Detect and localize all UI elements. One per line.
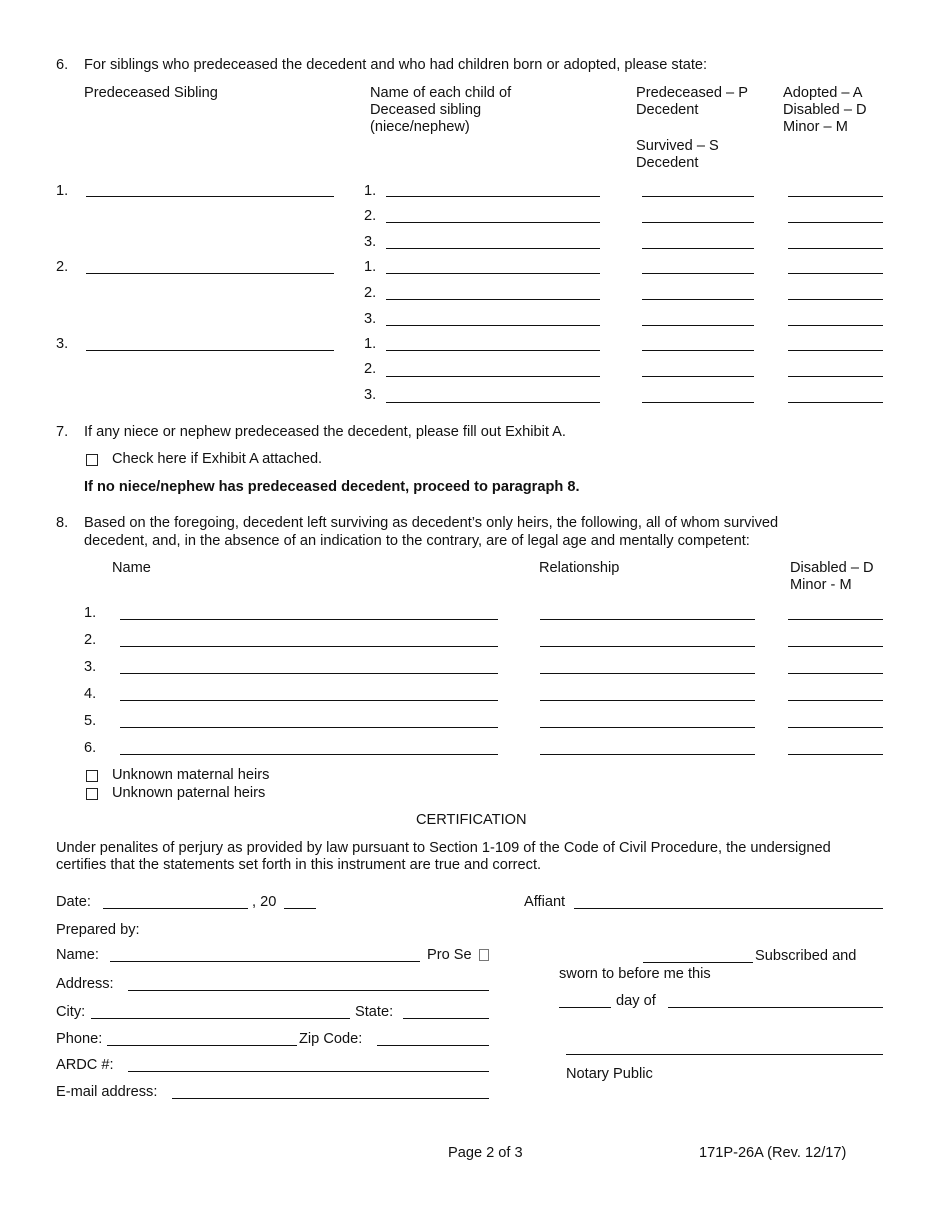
status-code-field[interactable] bbox=[788, 299, 883, 300]
certification-text-line1: Under penalites of perjury as provided by law pursuant to Section 1-109 of the Code of Civil Procedure, the undersigned bbox=[56, 840, 831, 856]
header-surv-line1: Survived – S bbox=[636, 138, 719, 154]
unknown-paternal-label: Unknown paternal heirs bbox=[112, 785, 266, 801]
heir-name-field[interactable] bbox=[120, 727, 498, 728]
status-code-field[interactable] bbox=[788, 273, 883, 274]
child-number: 2. bbox=[364, 285, 377, 301]
state-field[interactable] bbox=[403, 1018, 489, 1019]
section-7-text: If any niece or nephew predeceased the decedent, please fill out Exhibit A. bbox=[84, 424, 566, 440]
section-7-number: 7. bbox=[56, 424, 69, 440]
status-code-field[interactable] bbox=[788, 325, 883, 326]
heir-status-field[interactable] bbox=[788, 727, 883, 728]
sibling-number: 1. bbox=[56, 183, 69, 199]
header-pred-line1: Predeceased – P bbox=[636, 85, 748, 101]
heir-status-field[interactable] bbox=[788, 673, 883, 674]
address-label: Address: bbox=[56, 976, 114, 992]
heir-row-number: 2. bbox=[84, 632, 97, 648]
ardc-label: ARDC #: bbox=[56, 1057, 114, 1073]
heir-relationship-field[interactable] bbox=[540, 700, 755, 701]
subscribed-blank-field[interactable] bbox=[643, 962, 753, 963]
unknown-maternal-checkbox[interactable] bbox=[86, 770, 98, 782]
child-name-field[interactable] bbox=[386, 222, 600, 223]
status-code-field[interactable] bbox=[788, 222, 883, 223]
proceed-note: If no niece/nephew has predeceased decedent, proceed to paragraph 8. bbox=[84, 479, 580, 495]
child-number: 2. bbox=[364, 361, 377, 377]
day-field[interactable] bbox=[559, 1007, 611, 1008]
pro-se-checkbox[interactable] bbox=[479, 949, 489, 961]
header-relationship: Relationship bbox=[539, 560, 620, 576]
ardc-field[interactable] bbox=[128, 1071, 489, 1072]
child-name-field[interactable] bbox=[386, 325, 600, 326]
year-field[interactable] bbox=[284, 908, 316, 909]
preparer-name-field[interactable] bbox=[110, 961, 420, 962]
form-number: 171P-26A (Rev. 12/17) bbox=[699, 1145, 847, 1161]
child-name-field[interactable] bbox=[386, 402, 600, 403]
pred-surv-field[interactable] bbox=[642, 325, 754, 326]
header-heir-status-line2: Minor - M bbox=[790, 577, 852, 593]
notary-signature-field[interactable] bbox=[566, 1054, 883, 1055]
child-number: 1. bbox=[364, 259, 377, 275]
header-predeceased-sibling: Predeceased Sibling bbox=[84, 85, 218, 101]
pred-surv-field[interactable] bbox=[642, 402, 754, 403]
heir-name-field[interactable] bbox=[120, 673, 498, 674]
heir-status-field[interactable] bbox=[788, 700, 883, 701]
header-child-line2: Deceased sibling bbox=[370, 102, 482, 118]
section-6-text: For siblings who predeceased the decedent and who had children born or adopted, please state: bbox=[84, 57, 708, 73]
sibling-name-field[interactable] bbox=[86, 273, 334, 274]
heir-name-field[interactable] bbox=[120, 700, 498, 701]
certification-title: CERTIFICATION bbox=[416, 812, 527, 828]
sibling-name-field[interactable] bbox=[86, 196, 334, 197]
header-child-line1: Name of each child of bbox=[370, 85, 512, 101]
page-number: Page 2 of 3 bbox=[448, 1145, 523, 1161]
header-heir-name: Name bbox=[112, 560, 151, 576]
heir-row-number: 6. bbox=[84, 740, 97, 756]
name-label: Name: bbox=[56, 947, 99, 963]
heir-status-field[interactable] bbox=[788, 646, 883, 647]
child-number: 3. bbox=[364, 387, 377, 403]
heir-name-field[interactable] bbox=[120, 619, 498, 620]
header-status-line2: Disabled – D bbox=[783, 102, 867, 118]
heir-status-field[interactable] bbox=[788, 619, 883, 620]
child-name-field[interactable] bbox=[386, 273, 600, 274]
state-label: State: bbox=[355, 1004, 394, 1020]
status-code-field[interactable] bbox=[788, 376, 883, 377]
exhibit-a-checkbox-label: Check here if Exhibit A attached. bbox=[112, 451, 323, 467]
pred-surv-field[interactable] bbox=[642, 273, 754, 274]
heir-relationship-field[interactable] bbox=[540, 727, 755, 728]
child-number: 1. bbox=[364, 183, 377, 199]
header-status-line3: Minor – M bbox=[783, 119, 848, 135]
heir-row-number: 4. bbox=[84, 686, 97, 702]
prepared-by-label: Prepared by: bbox=[56, 922, 140, 938]
year-prefix: , 20 bbox=[252, 894, 277, 910]
child-name-field[interactable] bbox=[386, 376, 600, 377]
child-number: 1. bbox=[364, 336, 377, 352]
pred-surv-field[interactable] bbox=[642, 376, 754, 377]
heir-status-field[interactable] bbox=[788, 754, 883, 755]
date-field[interactable] bbox=[103, 908, 248, 909]
header-status-line1: Adopted – A bbox=[783, 85, 863, 101]
header-surv-line2: Decedent bbox=[636, 155, 699, 171]
section-6-number: 6. bbox=[56, 57, 69, 73]
heir-relationship-field[interactable] bbox=[540, 619, 755, 620]
address-field[interactable] bbox=[128, 990, 489, 991]
status-code-field[interactable] bbox=[788, 248, 883, 249]
sibling-number: 2. bbox=[56, 259, 69, 275]
header-pred-line2: Decedent bbox=[636, 102, 699, 118]
notary-public-label: Notary Public bbox=[566, 1066, 653, 1082]
child-name-field[interactable] bbox=[386, 248, 600, 249]
affiant-label: Affiant bbox=[524, 894, 566, 910]
heir-row-number: 1. bbox=[84, 605, 97, 621]
subscribed-text: Subscribed and bbox=[755, 948, 857, 964]
header-heir-status-line1: Disabled – D bbox=[790, 560, 874, 576]
sworn-text: sworn to before me this bbox=[559, 966, 711, 982]
affiant-signature-field[interactable] bbox=[574, 908, 883, 909]
day-of-label: day of bbox=[616, 993, 656, 1009]
email-field[interactable] bbox=[172, 1098, 489, 1099]
sibling-name-field[interactable] bbox=[86, 350, 334, 351]
phone-label: Phone: bbox=[56, 1031, 103, 1047]
section-8-text-line1: Based on the foregoing, decedent left surviving as decedent’s only heirs, the following, all of whom survived bbox=[84, 515, 779, 531]
pred-surv-field[interactable] bbox=[642, 299, 754, 300]
email-label: E-mail address: bbox=[56, 1084, 158, 1100]
unknown-paternal-checkbox[interactable] bbox=[86, 788, 98, 800]
zip-label: Zip Code: bbox=[299, 1031, 363, 1047]
pred-surv-field[interactable] bbox=[642, 196, 754, 197]
heir-relationship-field[interactable] bbox=[540, 754, 755, 755]
pred-surv-field[interactable] bbox=[642, 248, 754, 249]
status-code-field[interactable] bbox=[788, 350, 883, 351]
exhibit-a-checkbox[interactable] bbox=[86, 454, 98, 466]
header-child-line3: (niece/nephew) bbox=[370, 119, 470, 135]
child-number: 3. bbox=[364, 311, 377, 327]
heir-relationship-field[interactable] bbox=[540, 673, 755, 674]
month-year-field[interactable] bbox=[668, 1007, 883, 1008]
sibling-number: 3. bbox=[56, 336, 69, 352]
child-name-field[interactable] bbox=[386, 350, 600, 351]
heir-name-field[interactable] bbox=[120, 646, 498, 647]
heir-relationship-field[interactable] bbox=[540, 646, 755, 647]
child-number: 3. bbox=[364, 234, 377, 250]
zip-field[interactable] bbox=[377, 1045, 489, 1046]
child-name-field[interactable] bbox=[386, 299, 600, 300]
heir-name-field[interactable] bbox=[120, 754, 498, 755]
heir-row-number: 3. bbox=[84, 659, 97, 675]
date-label: Date: bbox=[56, 894, 91, 910]
certification-text-line2: certifies that the statements set forth in this instrument are true and correct. bbox=[56, 857, 542, 873]
status-code-field[interactable] bbox=[788, 402, 883, 403]
child-name-field[interactable] bbox=[386, 196, 600, 197]
section-8-number: 8. bbox=[56, 515, 69, 531]
status-code-field[interactable] bbox=[788, 196, 883, 197]
heir-row-number: 5. bbox=[84, 713, 97, 729]
city-label: City: bbox=[56, 1004, 86, 1020]
phone-field[interactable] bbox=[107, 1045, 297, 1046]
section-8-text-line2: decedent, and, in the absence of an indication to the contrary, are of legal age and mentally competent: bbox=[84, 533, 750, 549]
pred-surv-field[interactable] bbox=[642, 222, 754, 223]
city-field[interactable] bbox=[91, 1018, 350, 1019]
unknown-maternal-label: Unknown maternal heirs bbox=[112, 767, 270, 783]
child-number: 2. bbox=[364, 208, 377, 224]
pred-surv-field[interactable] bbox=[642, 350, 754, 351]
pro-se-label: Pro Se bbox=[427, 947, 472, 963]
